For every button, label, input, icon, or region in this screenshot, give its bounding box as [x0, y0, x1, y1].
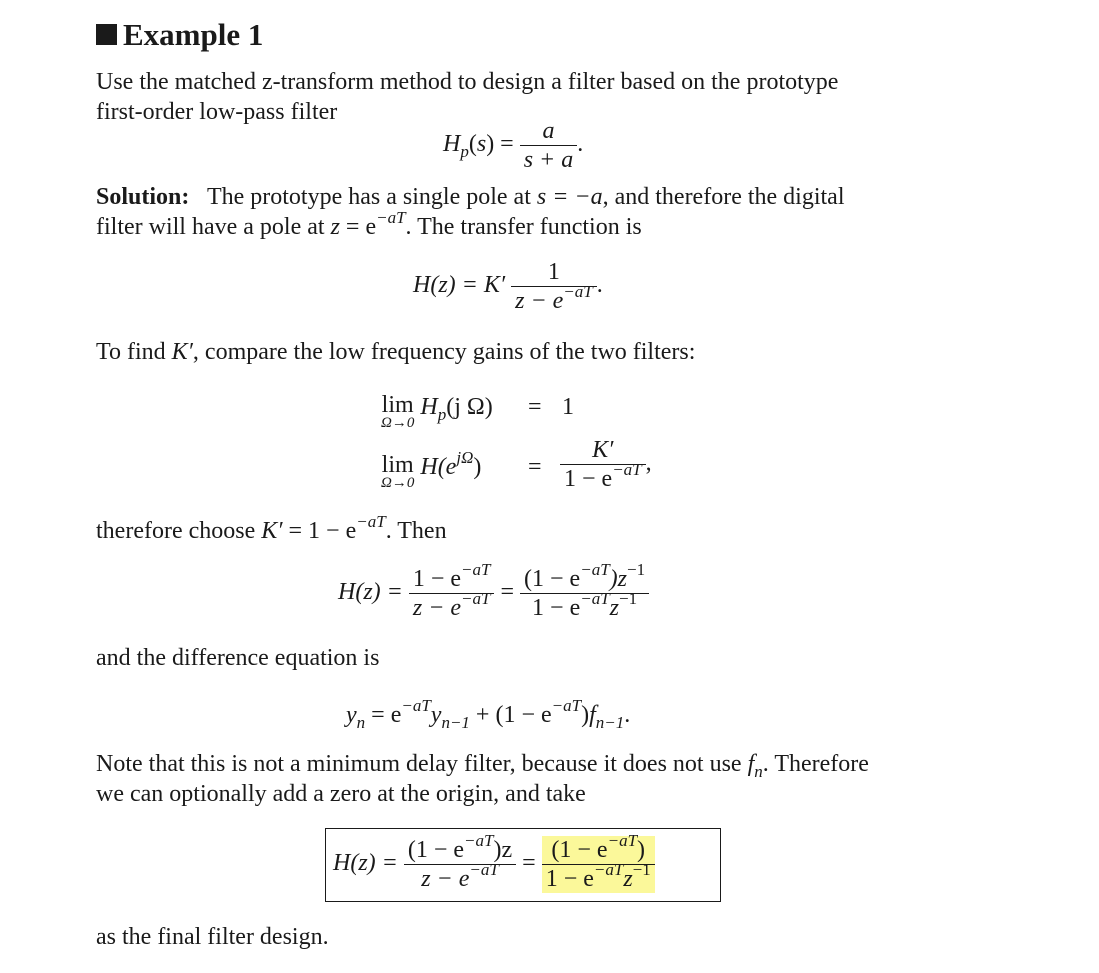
solution-line-1: Solution: The prototype has a single pole at s = −a, and therefore the digital	[96, 184, 845, 210]
limit-row-2-fraction: $\frac{K'}{1 - e^{-aT}}$ ,	[560, 436, 652, 493]
intro-line-2: first-order low-pass filter	[96, 99, 338, 125]
fraction-h-1: $\frac{1 - e^{-aT}}{z - e^{-aT}}$	[409, 565, 495, 622]
limit-row-2-equals: =	[528, 454, 542, 480]
difference-intro: and the difference equation is	[96, 645, 380, 671]
limit-row-1-equals: =	[528, 394, 542, 420]
limit-row-1-value: 1	[562, 394, 574, 420]
find-k-line: To find K′, compare the low frequency gains of the two filters:	[96, 339, 696, 365]
limit-row-2: lim Ω→0 $H(e^{j\Omega})$	[381, 448, 482, 491]
note-line-1: Note that this is not a minimum delay filter, because it does not use $f_n$. Therefore	[96, 751, 869, 781]
equation-difference: $y_n = e^{-aT}y_{n-1} + (1 - e^{-aT})f_{n-1}$.	[346, 696, 631, 732]
intro-line-1: Use the matched z-transform method to design a filter based on the prototype	[96, 69, 839, 95]
fraction-final-highlighted: $\frac{(1 - e^{-aT})}{1 - e^{-aT}z^{-1}}$	[542, 836, 655, 893]
example-heading	[96, 18, 263, 52]
heading-text: Example 1	[123, 17, 264, 52]
fraction-h-2: $\frac{(1 - e^{-aT})z^{-1}}{1 - e^{-aT}z^{-1}}$	[520, 565, 649, 622]
fraction-prototype: $\frac{a}{s + a}$	[520, 117, 578, 174]
fraction-final-1: $\frac{(1 - e^{-aT})z}{z - e^{-aT}}$	[404, 836, 516, 893]
bullet-square-icon	[96, 24, 117, 45]
choose-k-line: therefore choose $K' = 1 - e^{-aT}$. Then	[96, 512, 447, 544]
limit-operator: lim Ω→0	[381, 392, 415, 431]
equation-prototype-filter: $H_p(s)$ = $\frac{a}{s + a}$ .	[443, 118, 584, 173]
equation-h-of-z: H(z) = $\frac{1 - e^{-aT}}{z - e^{-aT}}$ = $\frac{(1 - e^{-aT})z^{-1}}{1 - e^{-aT}z^{-1}}$	[338, 565, 649, 622]
solution-line-2: filter will have a pole at $z = e^{-aT}$. The transfer function is	[96, 208, 642, 240]
equation-final-design: H(z) = $\frac{(1 - e^{-aT})z}{z - e^{-aT}}$ = $\frac{(1 - e^{-aT})}{1 - e^{-aT}z^{-1}}$	[333, 836, 655, 893]
fraction-transfer: $\frac{1}{z - e^{-aT}}$	[511, 258, 597, 315]
note-line-2: we can optionally add a zero at the origin, and take	[96, 781, 586, 807]
equation-transfer-function: H(z) = K′ $\frac{1}{z - e^{-aT}}$ .	[413, 259, 603, 314]
limit-operator: lim Ω→0	[381, 452, 415, 491]
limit-row-1: lim Ω→0 $H_p(j$ Ω)	[381, 392, 493, 431]
final-line: as the final filter design.	[96, 924, 329, 950]
